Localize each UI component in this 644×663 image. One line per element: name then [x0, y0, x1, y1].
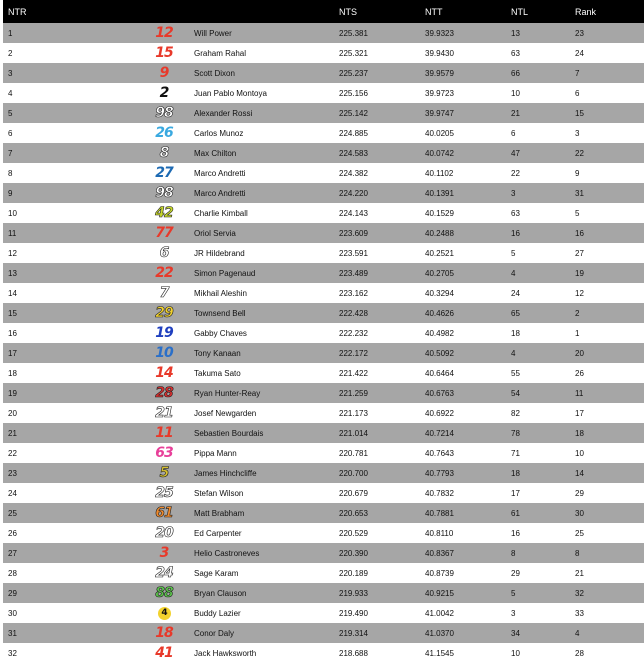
rank-cell: 24	[575, 48, 584, 58]
driver-name-cell: Ryan Hunter-Reay	[194, 388, 261, 398]
header-car-number	[34, 0, 194, 23]
nts-cell: 223.489	[339, 268, 368, 278]
ntl-cell: 61	[511, 508, 520, 518]
nts-cell: 220.189	[339, 568, 368, 578]
driver-name-cell: Carlos Munoz	[194, 128, 244, 138]
nts-cell: 225.156	[339, 88, 368, 98]
driver-name-cell: Townsend Bell	[194, 308, 246, 318]
ntt-cell: 40.9215	[425, 588, 454, 598]
car-number-cell	[34, 43, 194, 63]
ntl-cell: 54	[511, 388, 520, 398]
position-cell: 20	[8, 408, 17, 418]
nts-cell: 224.220	[339, 188, 368, 198]
ntt-cell: 40.0205	[425, 128, 454, 138]
header-rank: Rank	[575, 6, 597, 17]
car-number-icon: 88	[155, 585, 173, 601]
nts-cell: 220.679	[339, 488, 368, 498]
header-row	[3, 0, 644, 23]
ntl-cell: 16	[511, 228, 520, 238]
car-number-icon: 29	[155, 305, 173, 321]
car-number-cell	[34, 103, 194, 123]
nts-cell: 218.688	[339, 648, 368, 658]
nts-cell: 222.172	[339, 348, 368, 358]
rank-cell: 12	[575, 288, 584, 298]
rank-cell: 14	[575, 468, 584, 478]
ntl-cell: 63	[511, 208, 520, 218]
table-row	[3, 623, 644, 643]
car-number-cell	[34, 503, 194, 523]
position-cell: 9	[8, 188, 13, 198]
car-number-cell	[34, 463, 194, 483]
ntl-cell: 6	[511, 128, 516, 138]
car-number-icon: 3	[159, 545, 169, 561]
driver-name-cell: Tony Kanaan	[194, 348, 241, 358]
table-row	[3, 423, 644, 443]
ntl-cell: 16	[511, 528, 520, 538]
ntt-cell: 40.1529	[425, 208, 454, 218]
table-row	[3, 283, 644, 303]
car-number-cell	[34, 543, 194, 563]
table-row	[3, 563, 644, 583]
ntl-cell: 66	[511, 68, 520, 78]
nts-cell: 224.143	[339, 208, 368, 218]
ntt-cell: 40.4626	[425, 308, 454, 318]
position-cell: 15	[8, 308, 17, 318]
ntt-cell: 40.6922	[425, 408, 454, 418]
car-number-cell	[34, 363, 194, 383]
car-number-icon: 27	[155, 165, 173, 181]
ntt-cell: 41.0042	[425, 608, 454, 618]
nts-cell: 225.142	[339, 108, 368, 118]
rank-cell: 26	[575, 368, 584, 378]
rank-cell: 9	[575, 168, 580, 178]
ntt-cell: 40.8110	[425, 528, 454, 538]
position-cell: 19	[8, 388, 17, 398]
rank-cell: 4	[575, 628, 580, 638]
car-number-icon: 10	[155, 345, 173, 361]
nts-cell: 219.933	[339, 588, 368, 598]
position-cell: 8	[8, 168, 13, 178]
driver-name-cell: Gabby Chaves	[194, 328, 247, 338]
table-row	[3, 263, 644, 283]
header-ntr: NTR	[8, 6, 27, 17]
ntl-cell: 18	[511, 328, 520, 338]
car-number-cell	[34, 83, 194, 103]
table-row	[3, 643, 644, 663]
driver-name-cell: Bryan Clauson	[194, 588, 247, 598]
car-number-icon: 98	[155, 105, 173, 121]
ntl-cell: 3	[511, 608, 516, 618]
car-number-cell	[34, 383, 194, 403]
position-cell: 27	[8, 548, 17, 558]
car-number-icon: 5	[159, 465, 169, 481]
nts-cell: 220.529	[339, 528, 368, 538]
rank-cell: 31	[575, 188, 584, 198]
table-row	[3, 143, 644, 163]
driver-name-cell: Matt Brabham	[194, 508, 245, 518]
ntl-cell: 4	[511, 348, 516, 358]
table-row	[3, 403, 644, 423]
car-number-cell	[34, 183, 194, 203]
nts-cell: 224.583	[339, 148, 368, 158]
car-number-icon: 8	[159, 145, 169, 161]
driver-name-cell: Ed Carpenter	[194, 528, 242, 538]
rank-cell: 5	[575, 208, 580, 218]
car-number-cell	[34, 123, 194, 143]
ntl-cell: 34	[511, 628, 520, 638]
position-cell: 2	[8, 48, 13, 58]
position-cell: 28	[8, 568, 17, 578]
table-row	[3, 583, 644, 603]
driver-name-cell: Mikhail Aleshin	[194, 288, 247, 298]
car-number-cell	[34, 303, 194, 323]
nts-cell: 222.232	[339, 328, 368, 338]
rank-cell: 21	[575, 568, 584, 578]
ntl-cell: 21	[511, 108, 520, 118]
ntl-cell: 22	[511, 168, 520, 178]
ntt-cell: 40.7881	[425, 508, 454, 518]
nts-cell: 225.381	[339, 28, 368, 38]
car-number-icon: 18	[155, 625, 173, 641]
position-cell: 18	[8, 368, 17, 378]
ntt-cell: 40.0742	[425, 148, 454, 158]
car-number-cell	[34, 603, 194, 623]
position-cell: 29	[8, 588, 17, 598]
table-row	[3, 363, 644, 383]
position-cell: 11	[8, 228, 17, 238]
car-number-icon: 9	[159, 65, 169, 81]
table-row	[3, 523, 644, 543]
position-cell: 21	[8, 428, 17, 438]
ntt-cell: 40.7643	[425, 448, 454, 458]
nts-cell: 225.321	[339, 48, 368, 58]
car-number-icon: 4	[158, 607, 171, 620]
position-cell: 1	[8, 28, 13, 38]
table-row	[3, 383, 644, 403]
ntt-cell: 39.9747	[425, 108, 454, 118]
driver-name-cell: Jack Hawksworth	[194, 648, 257, 658]
ntt-cell: 40.7793	[425, 468, 454, 478]
car-number-cell	[34, 643, 194, 663]
rank-cell: 33	[575, 608, 584, 618]
ntl-cell: 82	[511, 408, 520, 418]
table-row	[3, 463, 644, 483]
ntl-cell: 10	[511, 88, 520, 98]
rank-cell: 11	[575, 388, 584, 398]
rank-cell: 7	[575, 68, 580, 78]
results-table	[3, 0, 644, 663]
position-cell: 6	[8, 128, 13, 138]
position-cell: 7	[8, 148, 13, 158]
car-number-icon: 2	[159, 85, 169, 101]
ntl-cell: 3	[511, 188, 516, 198]
driver-name-cell: Josef Newgarden	[194, 408, 257, 418]
ntl-cell: 8	[511, 548, 516, 558]
car-number-cell	[34, 483, 194, 503]
driver-name-cell: Marco Andretti	[194, 168, 246, 178]
car-number-icon: 15	[155, 45, 173, 61]
table-row	[3, 183, 644, 203]
car-number-cell	[34, 563, 194, 583]
table-row	[3, 123, 644, 143]
car-number-icon: 22	[155, 265, 173, 281]
ntl-cell: 78	[511, 428, 520, 438]
car-number-cell	[34, 423, 194, 443]
table-row	[3, 483, 644, 503]
position-cell: 12	[8, 248, 17, 258]
ntl-cell: 17	[511, 488, 520, 498]
position-cell: 30	[8, 608, 17, 618]
table-body	[3, 23, 644, 663]
ntt-cell: 40.2521	[425, 248, 454, 258]
driver-name-cell: Simon Pagenaud	[194, 268, 256, 278]
ntl-cell: 5	[511, 588, 516, 598]
ntt-cell: 40.6464	[425, 368, 454, 378]
rank-cell: 30	[575, 508, 584, 518]
rank-cell: 28	[575, 648, 584, 658]
rank-cell: 8	[575, 548, 580, 558]
table-row	[3, 163, 644, 183]
car-number-cell	[34, 223, 194, 243]
ntt-cell: 40.5092	[425, 348, 454, 358]
table-row	[3, 103, 644, 123]
car-number-icon: 25	[155, 485, 173, 501]
table-row	[3, 63, 644, 83]
car-number-cell	[34, 283, 194, 303]
driver-name-cell: Scott Dixon	[194, 68, 235, 78]
nts-cell: 220.390	[339, 548, 368, 558]
nts-cell: 219.490	[339, 608, 368, 618]
car-number-icon: 77	[155, 225, 173, 241]
driver-name-cell: Juan Pablo Montoya	[194, 88, 267, 98]
nts-cell: 225.237	[339, 68, 368, 78]
nts-cell: 220.700	[339, 468, 368, 478]
nts-cell: 224.382	[339, 168, 368, 178]
car-number-icon: 42	[155, 205, 173, 221]
car-number-cell	[34, 143, 194, 163]
nts-cell: 221.422	[339, 368, 368, 378]
position-cell: 14	[8, 288, 17, 298]
ntl-cell: 5	[511, 248, 516, 258]
car-number-icon: 28	[155, 385, 173, 401]
rank-cell: 3	[575, 128, 580, 138]
rank-cell: 23	[575, 28, 584, 38]
rank-cell: 19	[575, 268, 584, 278]
car-number-cell	[34, 523, 194, 543]
car-number-cell	[34, 163, 194, 183]
driver-name-cell: Conor Daly	[194, 628, 235, 638]
car-number-cell	[34, 443, 194, 463]
ntt-cell: 39.9430	[425, 48, 454, 58]
car-number-icon: 63	[155, 445, 173, 461]
table-row	[3, 543, 644, 563]
position-cell: 4	[8, 88, 13, 98]
ntt-cell: 39.9323	[425, 28, 454, 38]
ntl-cell: 18	[511, 468, 520, 478]
table-row	[3, 343, 644, 363]
car-number-cell	[34, 203, 194, 223]
driver-name-cell: Alexander Rossi	[194, 108, 253, 118]
position-cell: 5	[8, 108, 13, 118]
table-row	[3, 243, 644, 263]
ntt-cell: 40.7214	[425, 428, 454, 438]
ntt-cell: 39.9579	[425, 68, 454, 78]
table-row	[3, 23, 644, 43]
nts-cell: 223.609	[339, 228, 368, 238]
nts-cell: 221.014	[339, 428, 368, 438]
driver-name-cell: James Hinchcliffe	[194, 468, 257, 478]
driver-name-cell: Buddy Lazier	[194, 608, 241, 618]
rank-cell: 29	[575, 488, 584, 498]
table-row	[3, 43, 644, 63]
ntt-cell: 41.0370	[425, 628, 454, 638]
ntt-cell: 40.1391	[425, 188, 454, 198]
car-number-icon: 19	[155, 325, 173, 341]
nts-cell: 222.428	[339, 308, 368, 318]
car-number-cell	[34, 243, 194, 263]
car-number-icon: 6	[159, 245, 169, 261]
rank-cell: 6	[575, 88, 580, 98]
nts-cell: 224.885	[339, 128, 368, 138]
position-cell: 16	[8, 328, 17, 338]
rank-cell: 25	[575, 528, 584, 538]
position-cell: 24	[8, 488, 17, 498]
car-number-icon: 21	[155, 405, 173, 421]
driver-name-cell: JR Hildebrand	[194, 248, 245, 258]
ntl-cell: 10	[511, 648, 520, 658]
position-cell: 10	[8, 208, 17, 218]
table-row	[3, 443, 644, 463]
ntt-cell: 40.3294	[425, 288, 454, 298]
nts-cell: 223.591	[339, 248, 368, 258]
rank-cell: 15	[575, 108, 584, 118]
rank-cell: 20	[575, 348, 584, 358]
driver-name-cell: Oriol Servia	[194, 228, 236, 238]
car-number-icon: 12	[155, 25, 173, 41]
ntl-cell: 29	[511, 568, 520, 578]
position-cell: 31	[8, 628, 17, 638]
rank-cell: 27	[575, 248, 584, 258]
ntl-cell: 71	[511, 448, 520, 458]
driver-name-cell: Takuma Sato	[194, 368, 241, 378]
rank-cell: 16	[575, 228, 584, 238]
car-number-icon: 20	[155, 525, 173, 541]
ntl-cell: 4	[511, 268, 516, 278]
ntt-cell: 41.1545	[425, 648, 454, 658]
car-number-icon: 26	[155, 125, 173, 141]
table-row	[3, 83, 644, 103]
car-number-icon: 24	[155, 565, 173, 581]
ntt-cell: 40.2705	[425, 268, 454, 278]
position-cell: 17	[8, 348, 17, 358]
ntl-cell: 13	[511, 28, 520, 38]
rank-cell: 10	[575, 448, 584, 458]
position-cell: 23	[8, 468, 17, 478]
driver-name-cell: Charlie Kimball	[194, 208, 248, 218]
car-number-icon: 7	[159, 285, 169, 301]
driver-name-cell: Marco Andretti	[194, 188, 246, 198]
table-row	[3, 203, 644, 223]
position-cell: 22	[8, 448, 17, 458]
table-row	[3, 603, 644, 623]
position-cell: 26	[8, 528, 17, 538]
ntt-cell: 40.7832	[425, 488, 454, 498]
position-cell: 13	[8, 268, 17, 278]
position-cell: 25	[8, 508, 17, 518]
driver-name-cell: Pippa Mann	[194, 448, 237, 458]
driver-name-cell: Sebastien Bourdais	[194, 428, 264, 438]
nts-cell: 221.259	[339, 388, 368, 398]
driver-name-cell: Graham Rahal	[194, 48, 247, 58]
car-number-icon: 11	[155, 425, 173, 441]
position-cell: 3	[8, 68, 13, 78]
ntl-cell: 65	[511, 308, 520, 318]
car-number-cell	[34, 263, 194, 283]
nts-cell: 220.781	[339, 448, 368, 458]
ntl-cell: 24	[511, 288, 520, 298]
car-number-cell	[34, 583, 194, 603]
rank-cell: 22	[575, 148, 584, 158]
car-number-cell	[34, 23, 194, 43]
ntt-cell: 40.2488	[425, 228, 454, 238]
table-row	[3, 303, 644, 323]
ntt-cell: 40.8739	[425, 568, 454, 578]
car-number-cell	[34, 623, 194, 643]
nts-cell: 219.314	[339, 628, 368, 638]
rank-cell: 2	[575, 308, 580, 318]
car-number-icon: 98	[155, 185, 173, 201]
car-number-cell	[34, 323, 194, 343]
table-row	[3, 223, 644, 243]
ntt-cell: 40.4982	[425, 328, 454, 338]
ntt-cell: 40.8367	[425, 548, 454, 558]
car-number-cell	[34, 343, 194, 363]
car-number-cell	[34, 403, 194, 423]
ntt-cell: 39.9723	[425, 88, 454, 98]
car-number-cell	[34, 63, 194, 83]
header-driver	[194, 0, 339, 23]
driver-name-cell: Sage Karam	[194, 568, 239, 578]
driver-name-cell: Will Power	[194, 28, 232, 38]
table-row	[3, 503, 644, 523]
driver-name-cell: Helio Castroneves	[194, 548, 260, 558]
header-ntl: NTL	[511, 6, 529, 17]
header-ntt: NTT	[425, 6, 443, 17]
nts-cell: 220.653	[339, 508, 368, 518]
ntl-cell: 55	[511, 368, 520, 378]
car-number-icon: 14	[155, 365, 173, 381]
nts-cell: 221.173	[339, 408, 368, 418]
rank-cell: 18	[575, 428, 584, 438]
ntt-cell: 40.1102	[425, 168, 454, 178]
position-cell: 32	[8, 648, 17, 658]
car-number-icon: 41	[155, 645, 173, 661]
header-nts: NTS	[339, 6, 357, 17]
ntl-cell: 47	[511, 148, 520, 158]
car-number-icon: 61	[155, 505, 173, 521]
ntt-cell: 40.6763	[425, 388, 454, 398]
driver-name-cell: Max Chilton	[194, 148, 237, 158]
nts-cell: 223.162	[339, 288, 368, 298]
rank-cell: 17	[575, 408, 584, 418]
table-row	[3, 323, 644, 343]
ntl-cell: 63	[511, 48, 520, 58]
rank-cell: 32	[575, 588, 584, 598]
rank-cell: 1	[575, 328, 580, 338]
driver-name-cell: Stefan Wilson	[194, 488, 244, 498]
